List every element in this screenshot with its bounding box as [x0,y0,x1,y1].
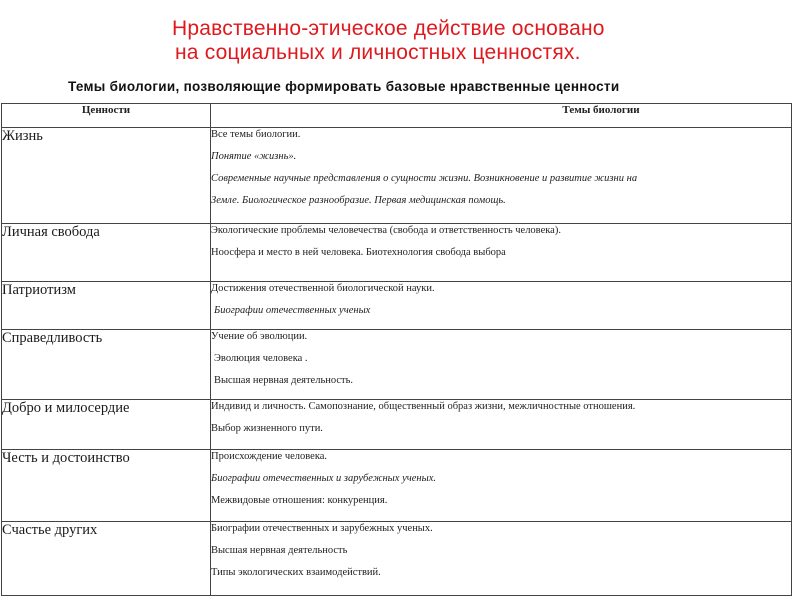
topic-item: Выбор жизненного пути. [211,423,323,434]
table-row [2,330,792,400]
value-cell: Справедливость [2,330,211,400]
table-header-row [2,104,792,128]
topic-item: Экологические проблемы человечества (свобода и ответственность человека). [211,225,561,236]
topic-item: Ноосфера и место в ней человека. Биотехнология свобода выбора [211,247,506,258]
values-topics-table [1,103,792,596]
topic-item: Биографии отечественных и зарубежных ученых. [211,473,437,484]
topics-cell [211,128,792,224]
topic-item: Учение об эволюции. [211,331,308,342]
column-header-values: Ценности [2,104,211,128]
topics-cell [211,400,792,450]
topic-item: Высшая нервная деятельность [211,545,348,556]
value-cell: Жизнь [2,128,211,224]
table-row [2,282,792,330]
table-row [2,128,792,224]
table-row [2,224,792,282]
topics-cell [211,330,792,400]
topic-item: Земле. Биологическое разнообразие. Первая медицинская помощь. [211,195,506,206]
table-row [2,400,792,450]
topic-item: Эволюция человека . [214,353,308,364]
value-cell: Патриотизм [2,282,211,330]
table-row [2,522,792,596]
topic-item: Происхождение человека. [211,451,328,462]
topics-cell [211,450,792,522]
table-caption: Темы биологии, позволяющие формировать базовые нравственные ценности [68,79,620,94]
value-cell: Личная свобода [2,224,211,282]
topic-item: Высшая нервная деятельность. [214,375,354,386]
value-cell: Счастье других [2,522,211,596]
table-row [2,450,792,522]
topic-item: Биографии отечественных и зарубежных ученых. [211,523,433,534]
topics-cell [211,224,792,282]
topic-item: Современные научные представления о сущности жизни. Возникновение и развитие жизни на [211,173,638,184]
topic-item: Достижения отечественной биологической науки. [211,283,435,294]
topic-item: Биографии отечественных ученых [214,305,371,316]
topics-cell [211,282,792,330]
slide-title-line-1: Нравственно-этическое действие основано [172,17,605,40]
slide-title-line-2: на социальных и личностных ценностях. [175,41,581,64]
value-cell: Добро и милосердие [2,400,211,450]
topic-item: Типы экологических взаимодействий. [211,567,381,578]
topic-item: Индивид и личность. Самопознание, общественный образ жизни, межличностные отношения. [211,401,636,412]
topics-cell [211,522,792,596]
value-cell: Честь и достоинство [2,450,211,522]
topic-item: Понятие «жизнь». [211,151,297,162]
topic-item: Межвидовые отношения: конкуренция. [211,495,388,506]
topic-item: Все темы биологии. [211,129,301,140]
column-header-topics: Темы биологии [211,104,792,128]
